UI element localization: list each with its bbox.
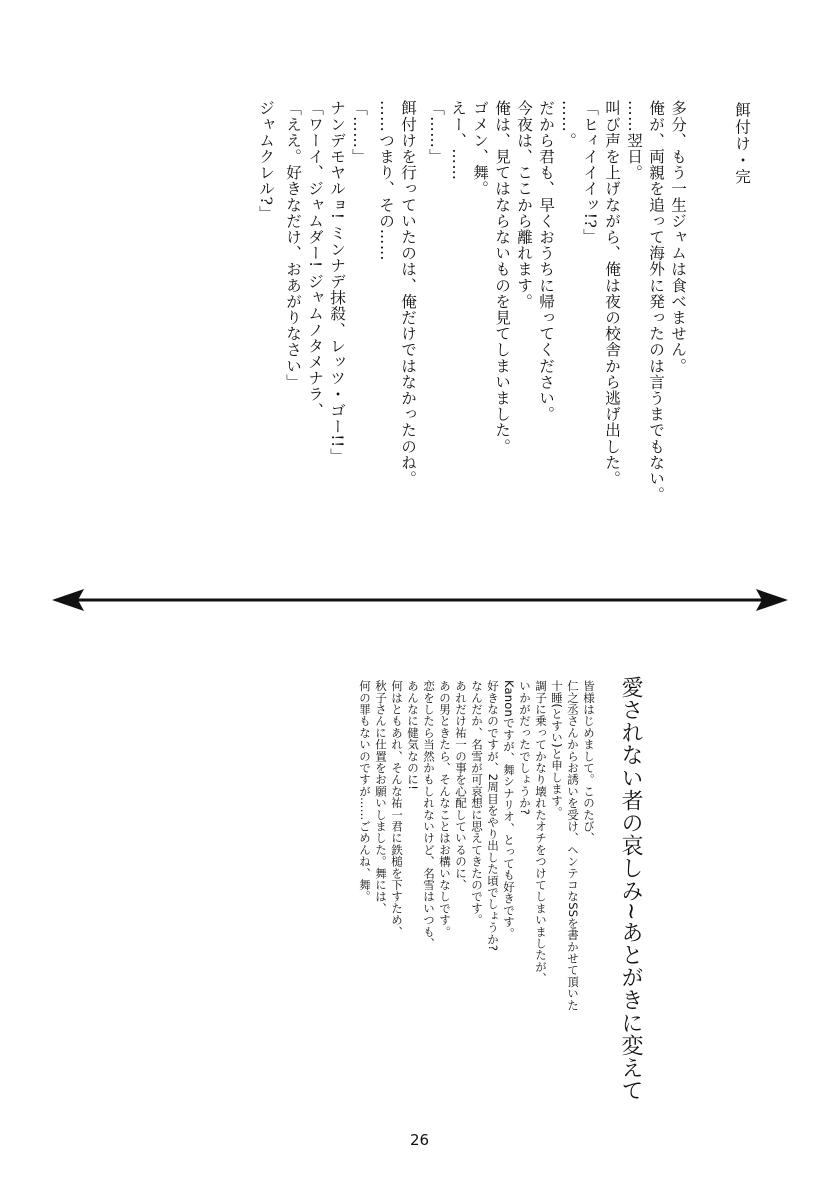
story-line: 「ええ。好きなだけ、おあがりなさい」 (284, 100, 302, 390)
afterword-line: 何の罪もないのですが……ごめんね、舞。 (358, 680, 372, 903)
story-line: ゴメン、舞。 (471, 100, 489, 197)
afterword-line: なんだか、名雪が可哀想に思えてきたのです。 (470, 680, 484, 926)
afterword-line: 恋をしたら当然かもしれないけど、名雪はいつも、 (422, 680, 436, 950)
afterword-line: 調子に乗ってかなり壊れたオチをつけてしまいましたが、 (534, 680, 548, 985)
story-line: だから君も、早くおうちに帰ってください。 (537, 100, 555, 422)
afterword-line: いかがだったでしょうか? (518, 680, 532, 816)
story-line: ナンデモヤルョ! ミンナデ抹殺、レッツ・ゴー!!」 (328, 100, 346, 464)
afterword-line: あれだけ祐一の事を心配しているのに、 (454, 680, 468, 891)
story-line: 「……」 (427, 100, 445, 165)
story-line: ……つまり、その…… (377, 100, 395, 261)
story-line: 俺が、両親を追って海外に発ったのは言うまでもない。 (647, 100, 665, 503)
story-line: 多分、もう一生ジャムは食べません。 (669, 100, 687, 374)
story-line: 今夜は、ここから離れます。 (515, 100, 533, 310)
afterword-line: Kanonですが、舞シナリオ、とっても好きです。 (502, 680, 516, 940)
afterword-line: 何はともあれ、そんな祐一君に鉄槌を下すため、 (390, 680, 404, 938)
double-arrow-divider (52, 585, 788, 615)
afterword-line: 皆様はじめまして。このたび、 (582, 680, 596, 844)
afterword-line: 十睡(とすい)と申します。 (550, 680, 564, 819)
story-line: 餌付けを行っていたのは、俺だけではなかったのね。 (399, 100, 417, 487)
story-line: 俺は、見てはならないものを見てしまいました。 (493, 100, 511, 455)
story-line: ジャムクレル?」 (257, 100, 275, 222)
afterword-line: あんなに健気なのに! (406, 680, 420, 791)
story-line: ……。 (559, 100, 577, 149)
afterword-line: 仁之丞さんからお誘いを受け、ヘンテコなSSを書かせて頂いた (566, 680, 580, 1011)
afterword-line: あの男ときたら、そんなことはお構いなしです。 (438, 680, 452, 938)
story-line: 「……」 (350, 100, 368, 165)
story-line: ……翌日。 (625, 100, 643, 181)
afterword-line: 好きなのですが、2周目をやり出した頃でしょうか? (486, 680, 500, 952)
afterword-title: 愛されない者の哀しみ~あとがきに変えて (618, 676, 643, 1102)
story-line: 叫び声を上げながら、俺は夜の校舎から逃げ出した。 (603, 100, 621, 487)
afterword-line: 秋子さんに仕置をお願いしました。舞には、 (374, 680, 388, 914)
story-line: 「ヒィイイイッ!?」 (581, 100, 599, 245)
story-line: 「ワーイ、ジャムダー! ジャムノタメナラ、 (306, 100, 324, 419)
story-line: えー、…… (449, 100, 467, 181)
story-end-mark: 餌付け・完 (733, 102, 751, 185)
page-number: 26 (409, 1131, 430, 1149)
